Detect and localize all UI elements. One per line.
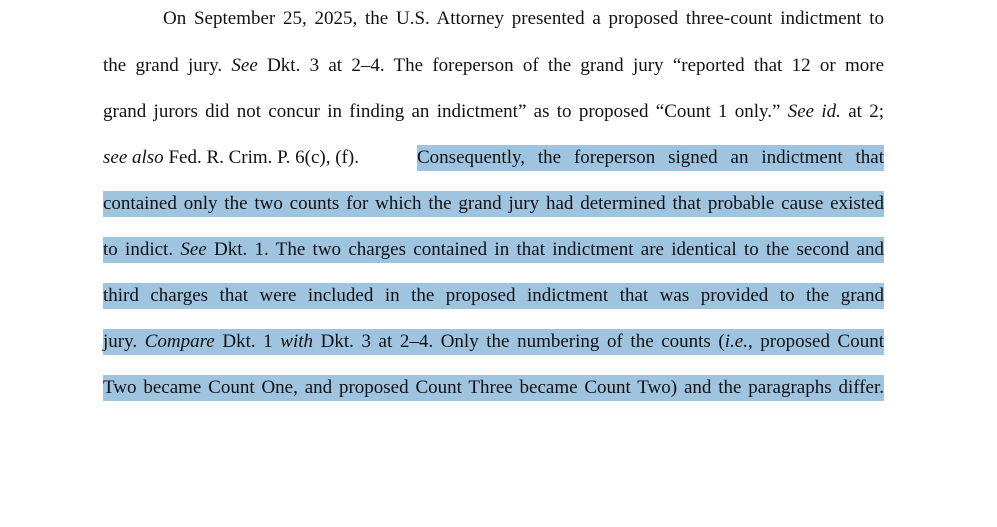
line-2-text-b: Dkt. 3 at 2–4. The foreperson of the grand jury “reported that 12 or more bbox=[267, 55, 885, 76]
line-1-text: On September 25, 2025, the U.S. Attorney presented a proposed three-count indictment to bbox=[163, 8, 884, 29]
line-3-text-a: grand jurors did not concur in finding an indictment” as to proposed “Count 1 only.” bbox=[103, 101, 781, 122]
line-8-text-d: , proposed Count bbox=[747, 331, 885, 352]
line-7-text: third charges that were included in the proposed indictment that was provided to the grand bbox=[103, 285, 884, 306]
see-signal-2: See bbox=[180, 239, 207, 260]
paragraph-line-5[interactable] bbox=[103, 191, 884, 217]
line-8-text-c: Dkt. 3 at 2–4. Only the numbering of the counts ( bbox=[320, 331, 725, 352]
line-8-text-b: Dkt. 1 bbox=[222, 331, 273, 352]
paragraph-line-9[interactable] bbox=[103, 375, 884, 401]
line-4-unhighlighted bbox=[103, 145, 359, 171]
line-5-text: contained only the two counts for which the grand jury had determined that probable cause existed bbox=[103, 193, 884, 214]
paragraph-line-3 bbox=[103, 99, 884, 125]
compare-signal: Compare bbox=[144, 331, 215, 352]
see-id-signal: See id. bbox=[787, 101, 841, 122]
line-8-text-a: jury. bbox=[103, 331, 138, 352]
line-3-text-b: at 2; bbox=[848, 101, 885, 122]
paragraph-line-8[interactable] bbox=[103, 329, 884, 355]
see-signal: See bbox=[231, 55, 258, 76]
line-4-citation: Fed. R. Crim. P. 6(c), (f). bbox=[168, 147, 359, 168]
paragraph-line-7[interactable] bbox=[103, 283, 884, 309]
ie-abbrev: i.e. bbox=[724, 331, 748, 352]
line-6-text-b: Dkt. 1. The two charges contained in that indictment are identical to the second and bbox=[214, 239, 884, 260]
paragraph-line-6[interactable] bbox=[103, 237, 884, 263]
paragraph-line-2 bbox=[103, 53, 884, 79]
line-6-text-a: to indict. bbox=[103, 239, 174, 260]
line-4-highlighted-text[interactable]: Consequently, the foreperson signed an indictment that bbox=[417, 145, 884, 171]
see-also-signal: see also bbox=[103, 147, 164, 168]
with-signal: with bbox=[280, 331, 314, 352]
paragraph-line-1 bbox=[103, 6, 884, 32]
line-2-text-a: the grand jury. bbox=[103, 55, 223, 76]
line-9-text: Two became Count One, and proposed Count Three became Count Two) and the paragraphs differ. bbox=[103, 377, 884, 398]
paragraph-line-4 bbox=[103, 145, 884, 171]
